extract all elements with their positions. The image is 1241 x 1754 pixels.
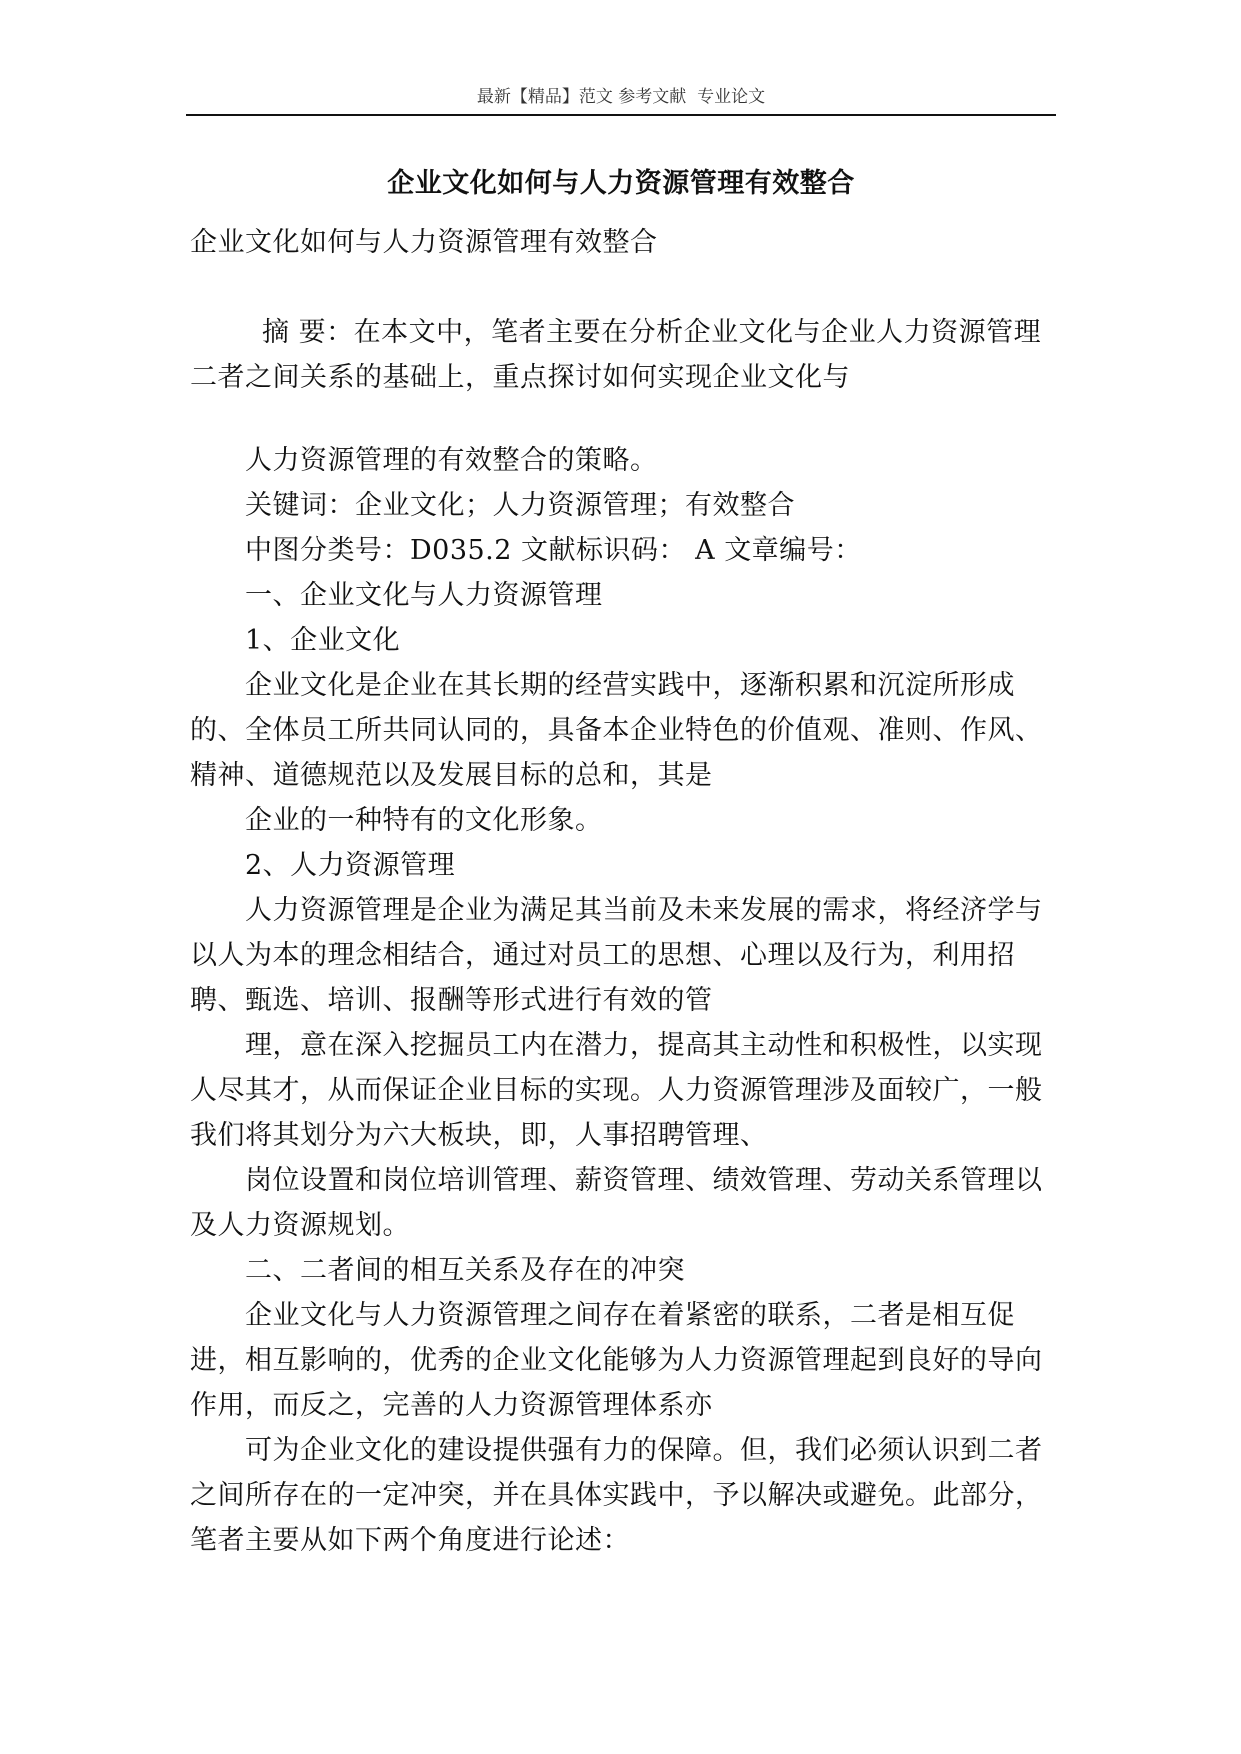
header-divider: [186, 114, 1056, 116]
abstract-continuation: 人力资源管理的有效整合的策略。: [245, 445, 658, 476]
document-body: [190, 220, 1060, 1563]
body-paragraph: 可为企业文化的建设提供强有力的保障。但，我们必须认识到二者之间所存在的一定冲突，并在具体实践中，予以解决或避免。此部分，笔者主要从如下两个角度进行论述：: [190, 1435, 1043, 1556]
subsection-heading-2: 2、人力资源管理: [245, 850, 456, 881]
document-subtitle: 企业文化如何与人力资源管理有效整合: [190, 227, 658, 258]
body-paragraph: 企业文化与人力资源管理之间存在着紧密的联系，二者是相互促进，相互影响的，优秀的企业文化能够为人力资源管理起到良好的导向作用，而反之，完善的人力资源管理体系亦: [190, 1300, 1043, 1421]
keywords-line: 关键词：企业文化；人力资源管理；有效整合: [245, 490, 795, 521]
section-heading-2: 二、二者间的相互关系及存在的冲突: [245, 1255, 685, 1286]
abstract-paragraph: 摘 要：在本文中，笔者主要在分析企业文化与企业人力资源管理二者之间关系的基础上，重点探讨如何实现企业文化与: [190, 317, 1042, 393]
body-paragraph: 企业的一种特有的文化形象。: [245, 805, 603, 836]
body-paragraph: 人力资源管理是企业为满足其当前及未来发展的需求，将经济学与以人为本的理念相结合，通过对员工的思想、心理以及行为，利用招聘、甄选、培训、报酬等形式进行有效的管: [190, 895, 1043, 1016]
section-heading-1: 一、企业文化与人力资源管理: [245, 580, 603, 611]
document-title: 企业文化如何与人力资源管理有效整合: [387, 168, 855, 199]
page-header-text: 最新【精品】范文 参考文献 专业论文: [476, 87, 766, 107]
body-paragraph: 岗位设置和岗位培训管理、薪资管理、绩效管理、劳动关系管理以及人力资源规划。: [190, 1165, 1043, 1241]
classification-line: 中图分类号：D035.2 文献标识码： A 文章编号：: [245, 535, 862, 566]
body-paragraph: 企业文化是企业在其长期的经营实践中，逐渐积累和沉淀所形成的、全体员工所共同认同的，具备本企业特色的价值观、准则、作风、精神、道德规范以及发展目标的总和，其是: [190, 670, 1043, 791]
subsection-heading-1: 1、企业文化: [245, 625, 401, 656]
body-paragraph: 理，意在深入挖掘员工内在潜力，提高其主动性和积极性，以实现人尽其才，从而保证企业目标的实现。人力资源管理涉及面较广，一般我们将其划分为六大板块，即，人事招聘管理、: [190, 1030, 1043, 1151]
